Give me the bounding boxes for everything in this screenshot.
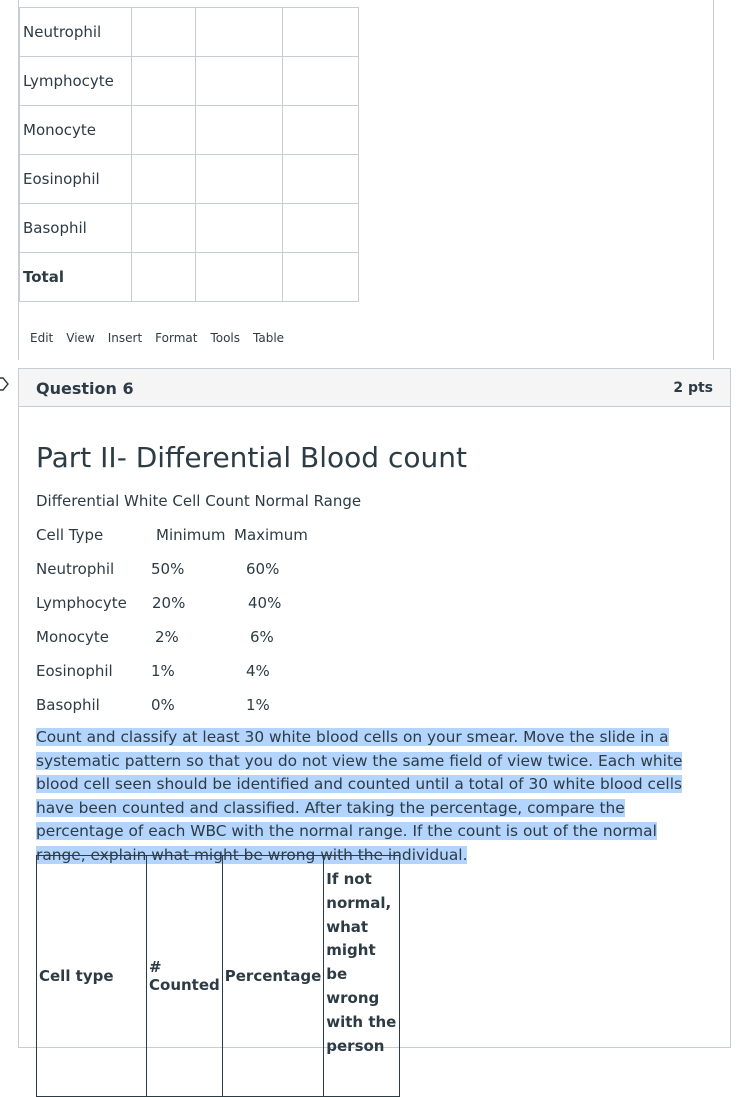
- header-cell-type: Cell type: [37, 856, 147, 1097]
- range-max: 1%: [246, 696, 270, 714]
- table-row: [20, 155, 359, 204]
- table-header-row: [37, 856, 400, 1097]
- row-label: Lymphocyte: [20, 57, 132, 106]
- part-title: Part II- Differential Blood count: [36, 441, 467, 474]
- menu-table[interactable]: Table: [253, 331, 285, 345]
- table-cell[interactable]: [283, 155, 359, 204]
- range-heading: Differential White Cell Count Normal Range: [36, 492, 362, 510]
- range-max: 6%: [250, 628, 274, 646]
- header-counted: # Counted: [147, 856, 223, 1097]
- range-cell: Monocyte: [36, 628, 110, 646]
- previous-answer-table: [19, 7, 359, 302]
- menu-view[interactable]: View: [66, 331, 95, 345]
- table-cell[interactable]: [132, 57, 196, 106]
- range-cell: Lymphocyte: [36, 594, 127, 612]
- col-header-cell-type: Cell Type: [36, 526, 104, 544]
- menu-format[interactable]: Format: [155, 331, 198, 345]
- editor-menubar: [30, 331, 284, 345]
- table-row: [20, 253, 359, 302]
- range-min: 1%: [151, 662, 175, 680]
- col-header-maximum: Maximum: [234, 526, 308, 544]
- table-cell[interactable]: [132, 204, 196, 253]
- menu-edit[interactable]: Edit: [30, 331, 54, 345]
- header-note-text: If not normal, what might be wrong with the person: [326, 870, 397, 1055]
- table-cell[interactable]: [132, 106, 196, 155]
- flag-question-icon[interactable]: [0, 376, 10, 392]
- instructions-highlight: Count and classify at least 30 white blood cells on your smear. Move the slide in a systematic pattern so that you do not view the same field of view twice. Each white blood cell seen should be identified and counted until a total of 30 white blood cells have been counted and classified. After taking the percentage, compare the percentage of each WBC with the normal range. If the count is out of the normal range, explain what might be wrong with the individual.: [36, 728, 683, 864]
- table-cell[interactable]: [132, 155, 196, 204]
- question-title: Question 6: [36, 379, 134, 398]
- row-label: Basophil: [20, 204, 132, 253]
- range-min: 0%: [151, 696, 175, 714]
- range-min: 20%: [152, 594, 186, 612]
- table-cell[interactable]: [196, 57, 283, 106]
- table-cell[interactable]: [132, 8, 196, 57]
- table-row: [20, 106, 359, 155]
- table-row: [20, 204, 359, 253]
- table-cell[interactable]: [132, 253, 196, 302]
- question-header: [19, 369, 730, 407]
- table-cell[interactable]: [283, 106, 359, 155]
- table-cell[interactable]: [196, 106, 283, 155]
- range-max: 60%: [246, 560, 280, 578]
- question-points: 2 pts: [673, 380, 713, 396]
- table-cell[interactable]: [283, 253, 359, 302]
- row-label: Eosinophil: [20, 155, 132, 204]
- range-cell: Basophil: [36, 696, 100, 714]
- row-label: Monocyte: [20, 106, 132, 155]
- range-min: 50%: [151, 560, 185, 578]
- table-cell[interactable]: [283, 8, 359, 57]
- col-header-minimum: Minimum: [156, 526, 226, 544]
- table-cell[interactable]: [196, 155, 283, 204]
- instructions-text: [36, 726, 702, 867]
- range-min: 2%: [155, 628, 179, 646]
- range-cell: Neutrophil: [36, 560, 115, 578]
- header-note: [324, 856, 400, 1097]
- range-cell: Eosinophil: [36, 662, 113, 680]
- range-max: 40%: [248, 594, 282, 612]
- table-cell[interactable]: [283, 204, 359, 253]
- answer-table: [36, 855, 400, 1097]
- table-row: [20, 57, 359, 106]
- table-cell[interactable]: [196, 8, 283, 57]
- row-label-total: Total: [20, 253, 132, 302]
- table-cell[interactable]: [283, 57, 359, 106]
- table-cell[interactable]: [196, 204, 283, 253]
- table-cell[interactable]: [196, 253, 283, 302]
- range-max: 4%: [246, 662, 270, 680]
- row-label: Neutrophil: [20, 8, 132, 57]
- table-row: [20, 8, 359, 57]
- menu-insert[interactable]: Insert: [107, 331, 143, 345]
- header-percentage: Percentage: [222, 856, 324, 1097]
- menu-tools[interactable]: Tools: [210, 331, 241, 345]
